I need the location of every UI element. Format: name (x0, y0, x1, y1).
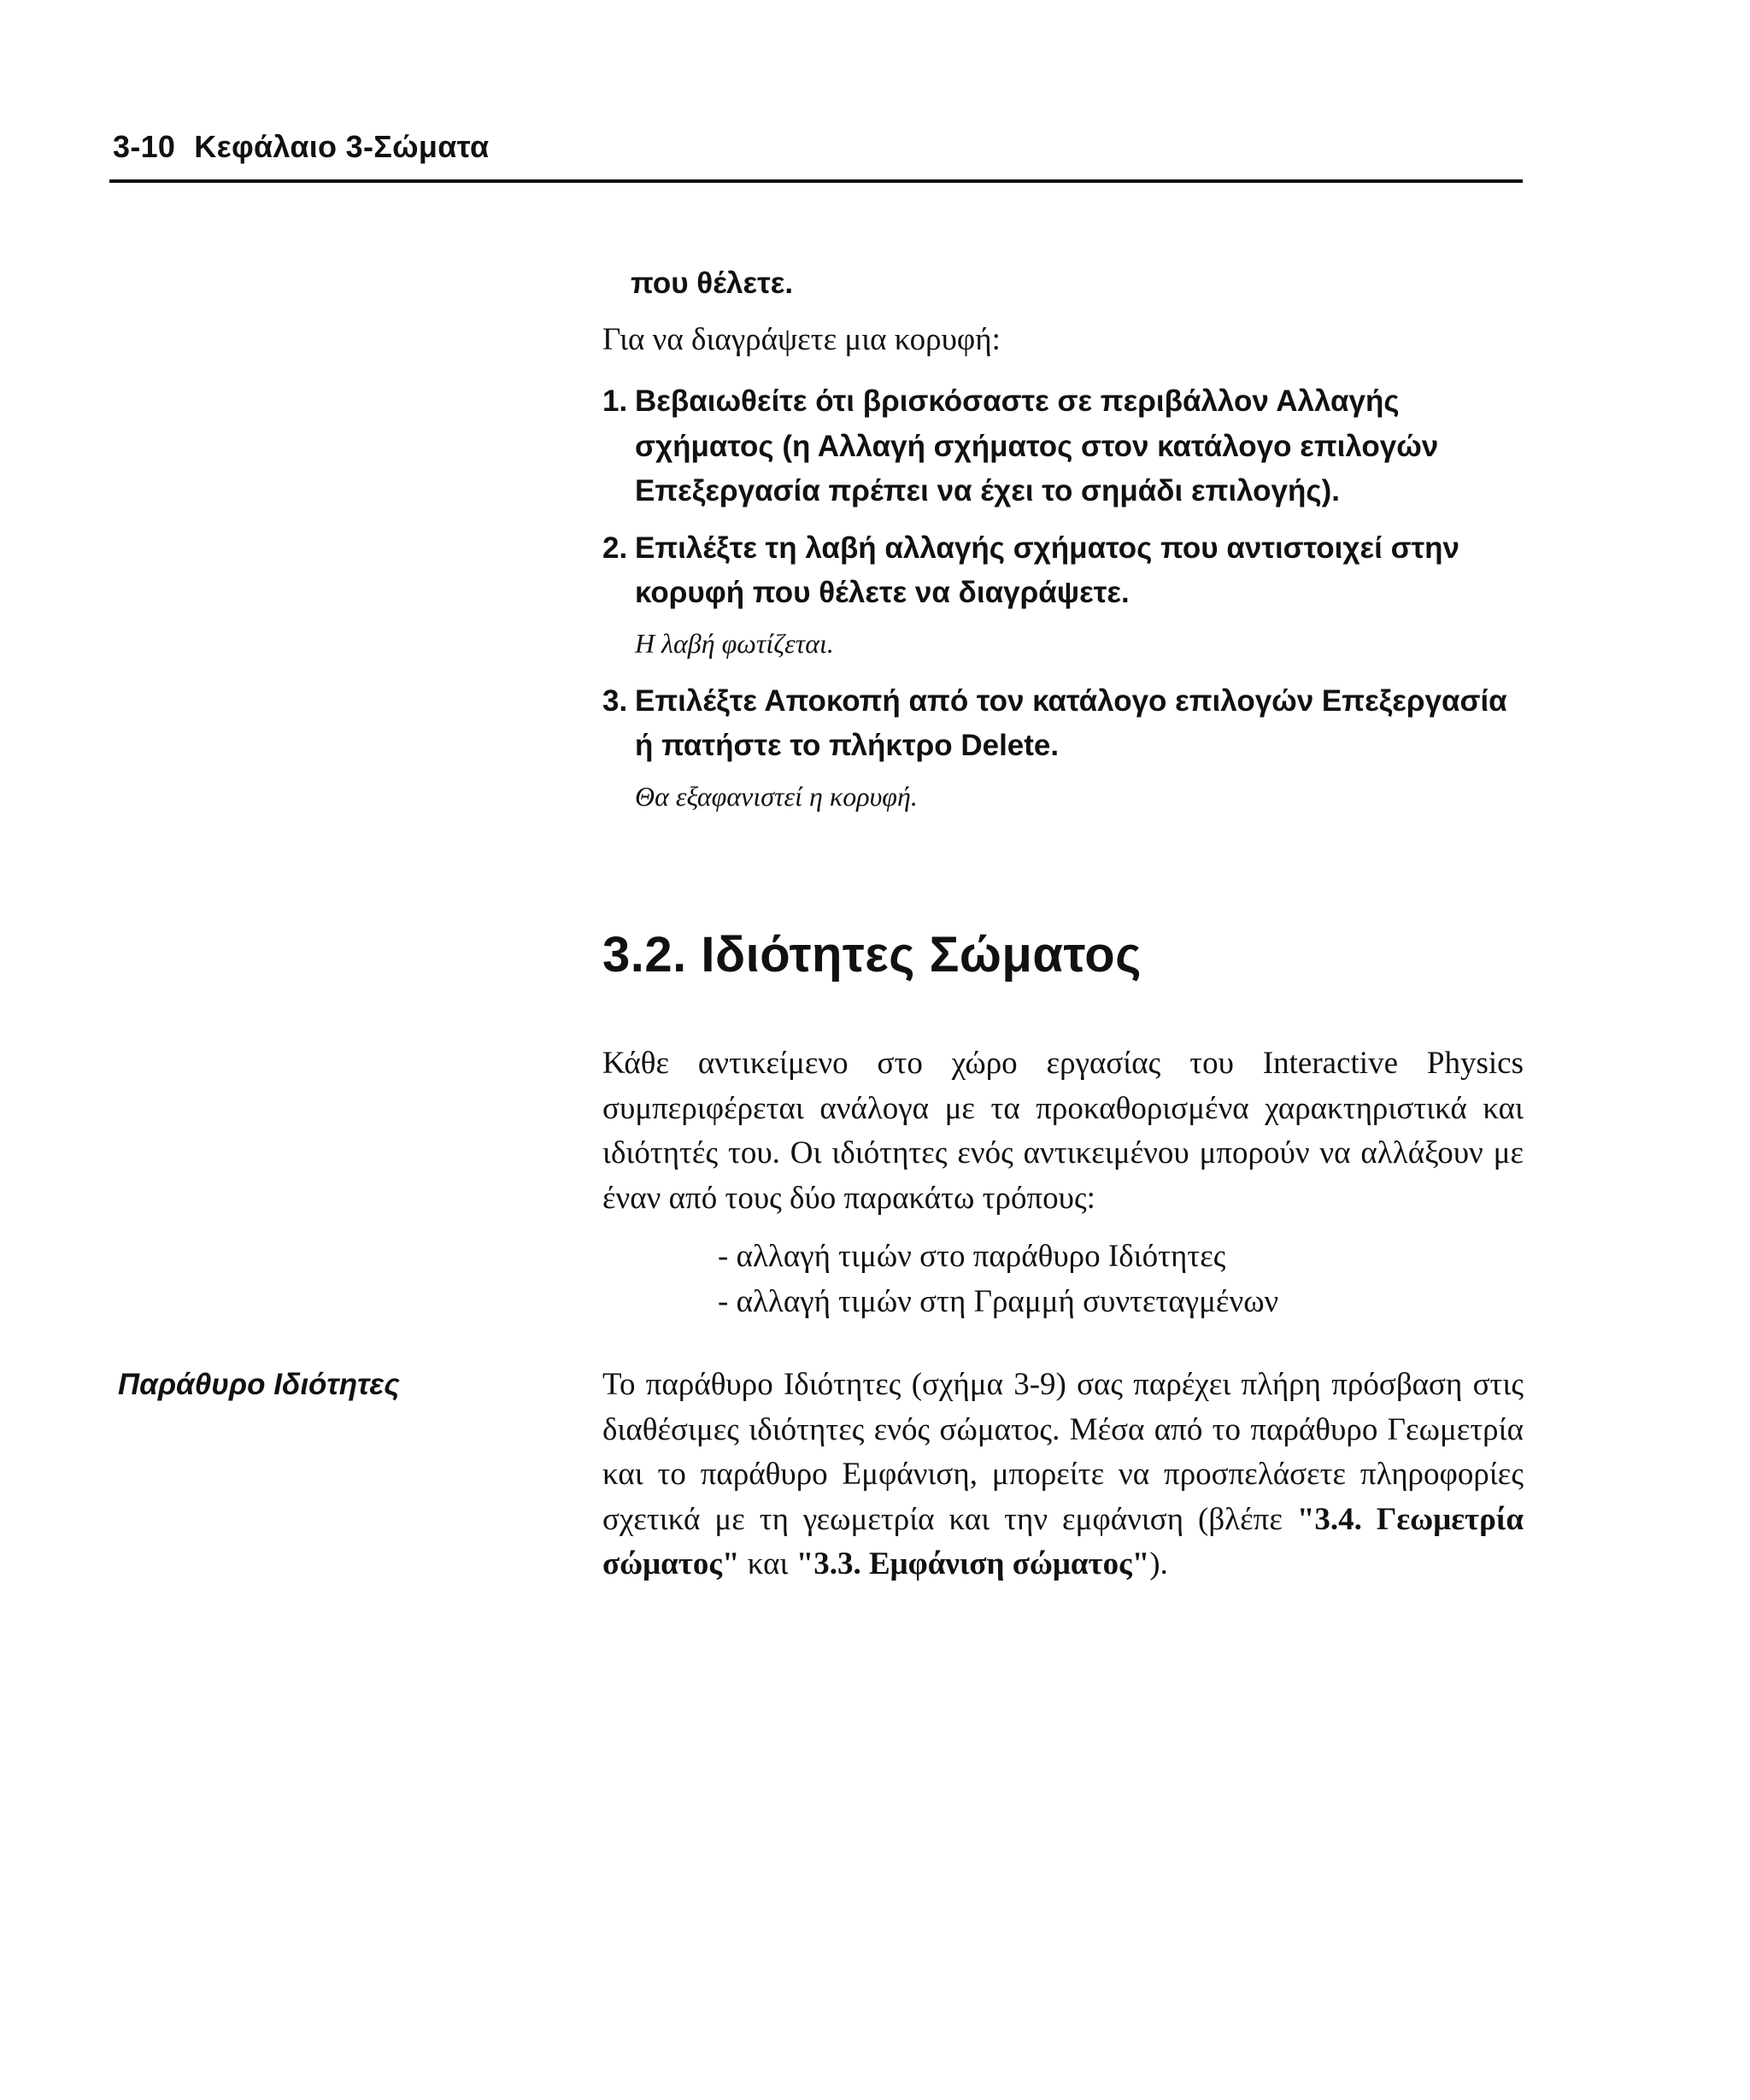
cross-reference-appearance: "3.3. Εμφάνιση σώματος" (796, 1546, 1150, 1581)
step-text: Βεβαιωθείτε ότι βρισκόσαστε σε περιβάλλον Αλλαγής σχήματος (η Αλλαγή σχήματος στον κατάλογο επιλογών Επεξεργασία πρέπει να έχει το σημάδι επιλογής). (635, 384, 1439, 507)
running-head (113, 128, 489, 166)
properties-window-paragraph (602, 1363, 1524, 1587)
bullet-item: - αλλαγή τιμών στη Γραμμή συντεταγμένων (718, 1283, 1279, 1319)
delete-vertex-intro: Για να διαγράψετε μια κορυφή: (602, 322, 1001, 357)
step-3 (602, 679, 1524, 769)
paragraph-text: ). (1149, 1546, 1168, 1581)
steps-list (602, 379, 1524, 832)
step-2 (602, 526, 1524, 616)
step-text: Επιλέξτε τη λαβή αλλαγής σχήματος που αντιστοιχεί στην κορυφή που θέλετε να διαγράψετε. (635, 531, 1459, 609)
step-number: 1. (602, 384, 628, 418)
step-number: 3. (602, 683, 628, 718)
step-continuation: που θέλετε. (631, 267, 794, 300)
page-number: 3-10 (113, 129, 176, 164)
section-paragraph: Κάθε αντικείμενο στο χώρο εργασίας του Interactive Physics συμπεριφέρεται ανάλογα με τα προκαθορισμένα χαρακτηριστικά και ιδιότητές του. Οι ιδιότητες ενός αντικειμένου μπορούν να αλλάξουν με έναν από τους δύο παρακάτω τρόπους: (602, 1046, 1524, 1216)
chapter-title: Κεφάλαιο 3-Σώματα (194, 129, 490, 164)
step-text: Επιλέξτε Αποκοπή από τον κατάλογο επιλογών Επεξεργασία ή πατήστε το πλήκτρο Delete. (635, 683, 1507, 762)
header-rule (109, 179, 1523, 183)
paragraph-text: Το παράθυρο Ιδιότητες (σχήμα 3-9) σας παρέχει πλήρη πρόσβαση στις διαθέσιμες ιδιότητες ενός σώματος. Μέσα από το παράθυρο Γεωμετρία και το παράθυρο Εμφάνιση, μπορείτε να προσπελάσετε πληροφορίες σχετικά με τη γεωμετρία και την εμφάνιση (βλέπε (602, 1367, 1524, 1537)
section-heading: 3.2. Ιδιότητες Σώματος (602, 927, 1142, 983)
step-2-result: Η λαβή φωτίζεται. (635, 627, 834, 659)
spacer (602, 514, 1524, 526)
bullet-list (718, 1235, 1521, 1324)
step-number: 2. (602, 531, 628, 565)
paragraph-text: και (739, 1546, 796, 1581)
bullet-item: - αλλαγή τιμών στο παράθυρο Ιδιότητες (718, 1239, 1226, 1274)
margin-label: Παράθυρο Ιδιότητες (118, 1368, 400, 1401)
step-1 (602, 379, 1524, 514)
step-3-result: Θα εξαφανιστεί η κορυφή. (635, 780, 918, 812)
cross-reference-geometry: "3.4. Γεωμετρία σώματος" (602, 1501, 1524, 1581)
